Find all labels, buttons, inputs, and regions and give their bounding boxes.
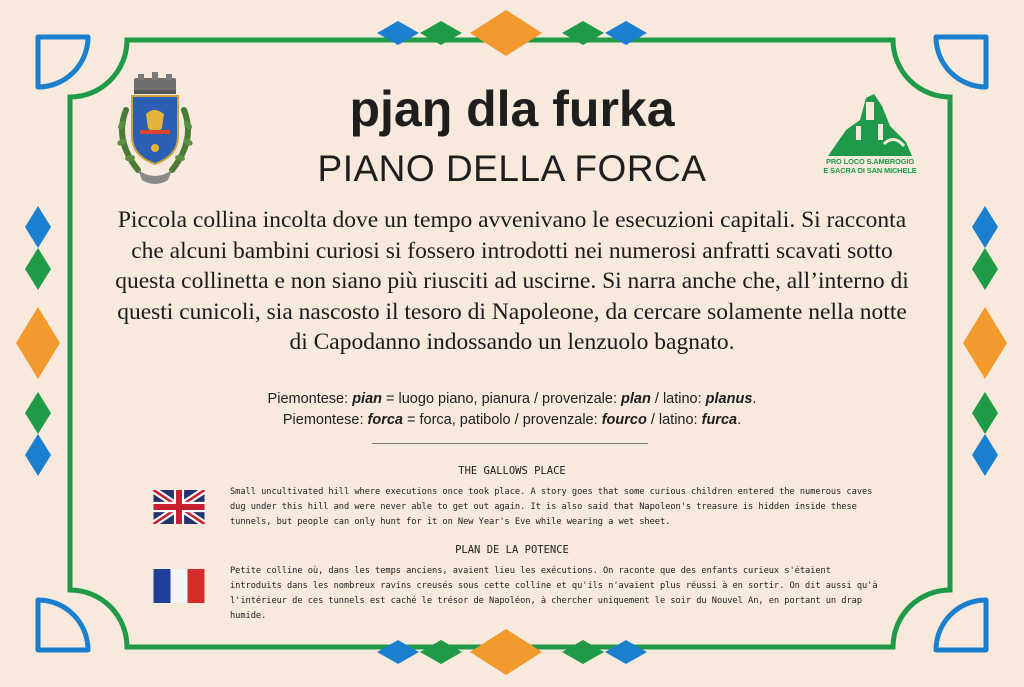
top-diamonds	[377, 10, 647, 56]
french-text: Petite colline où, dans les temps anciens, avaient lieu les exécutions. On raconte que des enfants curieux s'étaient introduits dans les nombreux ravins creusés sous cette colline et qu'ils n'avaient plus réussi à en sortir. On dit aussi qu'à l'intérieur de ces tunnels est caché le trésor de Napoléon, à chercher uniquement le soir du Nouvel An, en portant un drap humide.	[230, 566, 878, 621]
etymology-line-forca	[0, 412, 1024, 428]
main-description: Piccola collina incolta dove un tempo avvenivano le esecuzioni capitali. Si racconta che alcuni bambini curiosi si fossero introdotti nei numerosi anfratti scavati sotto questa collinetta e non siano più riusciti ad uscirne. Si narra anche che, all’interno di questi cunicoli, sia nascosto il tesoro di Napoleone, da cercare solamente nella notte di Capodanno indossando un lenzuolo bagnato.	[115, 207, 909, 355]
english-text: Small uncultivated hill where executions once took place. A story goes that some curious children entered the numerous caves dug under this hill and were never able to get out again. It is also said that Napoleon's treasure is hidden inside these tunnels, but people can only hunt for it on New Year's Eve while wearing a wet sheet.	[230, 487, 873, 527]
etym-lang-label: latino:	[658, 412, 698, 428]
pro-loco-caption-line2: E SACRA DI SAN MICHELE	[823, 166, 917, 175]
etymology-line-pian	[0, 391, 1024, 407]
etym-word: pian	[352, 391, 382, 407]
etym-separator: /	[646, 412, 659, 428]
etym-word: fourco	[601, 412, 647, 428]
bottom-diamonds	[377, 629, 647, 675]
divider	[372, 443, 648, 444]
english-section-title: THE GALLOWS PLACE	[458, 465, 566, 477]
etym-end: .	[737, 412, 742, 428]
etym-lang-label: provenzale:	[522, 412, 598, 428]
left-diamonds	[16, 206, 60, 476]
etym-lang-label: Piemontese:	[282, 412, 364, 428]
uk-flag-icon	[153, 490, 205, 524]
etym-lang-label: latino:	[662, 391, 702, 407]
etym-gloss: = luogo piano, pianura /	[382, 391, 543, 407]
italian-title: PIANO DELLA FORCA	[317, 148, 707, 189]
etym-separator: /	[650, 391, 663, 407]
french-section-title: PLAN DE LA POTENCE	[455, 544, 569, 556]
etym-word: plan	[621, 391, 651, 407]
etym-end: .	[752, 391, 757, 407]
etym-word: forca	[367, 412, 403, 428]
etym-lang-label: provenzale:	[542, 391, 617, 407]
etym-gloss: = forca, patibolo /	[402, 412, 523, 428]
etym-word: planus	[705, 391, 753, 407]
etym-word: furca	[701, 412, 738, 428]
etym-lang-label: Piemontese:	[267, 391, 349, 407]
french-flag-icon	[153, 569, 205, 603]
right-diamonds	[963, 206, 1007, 476]
pro-loco-caption-line1: PRO LOCO S.AMBROGIO	[825, 157, 915, 166]
dialect-title: pjaŋ dla furka	[349, 81, 675, 137]
